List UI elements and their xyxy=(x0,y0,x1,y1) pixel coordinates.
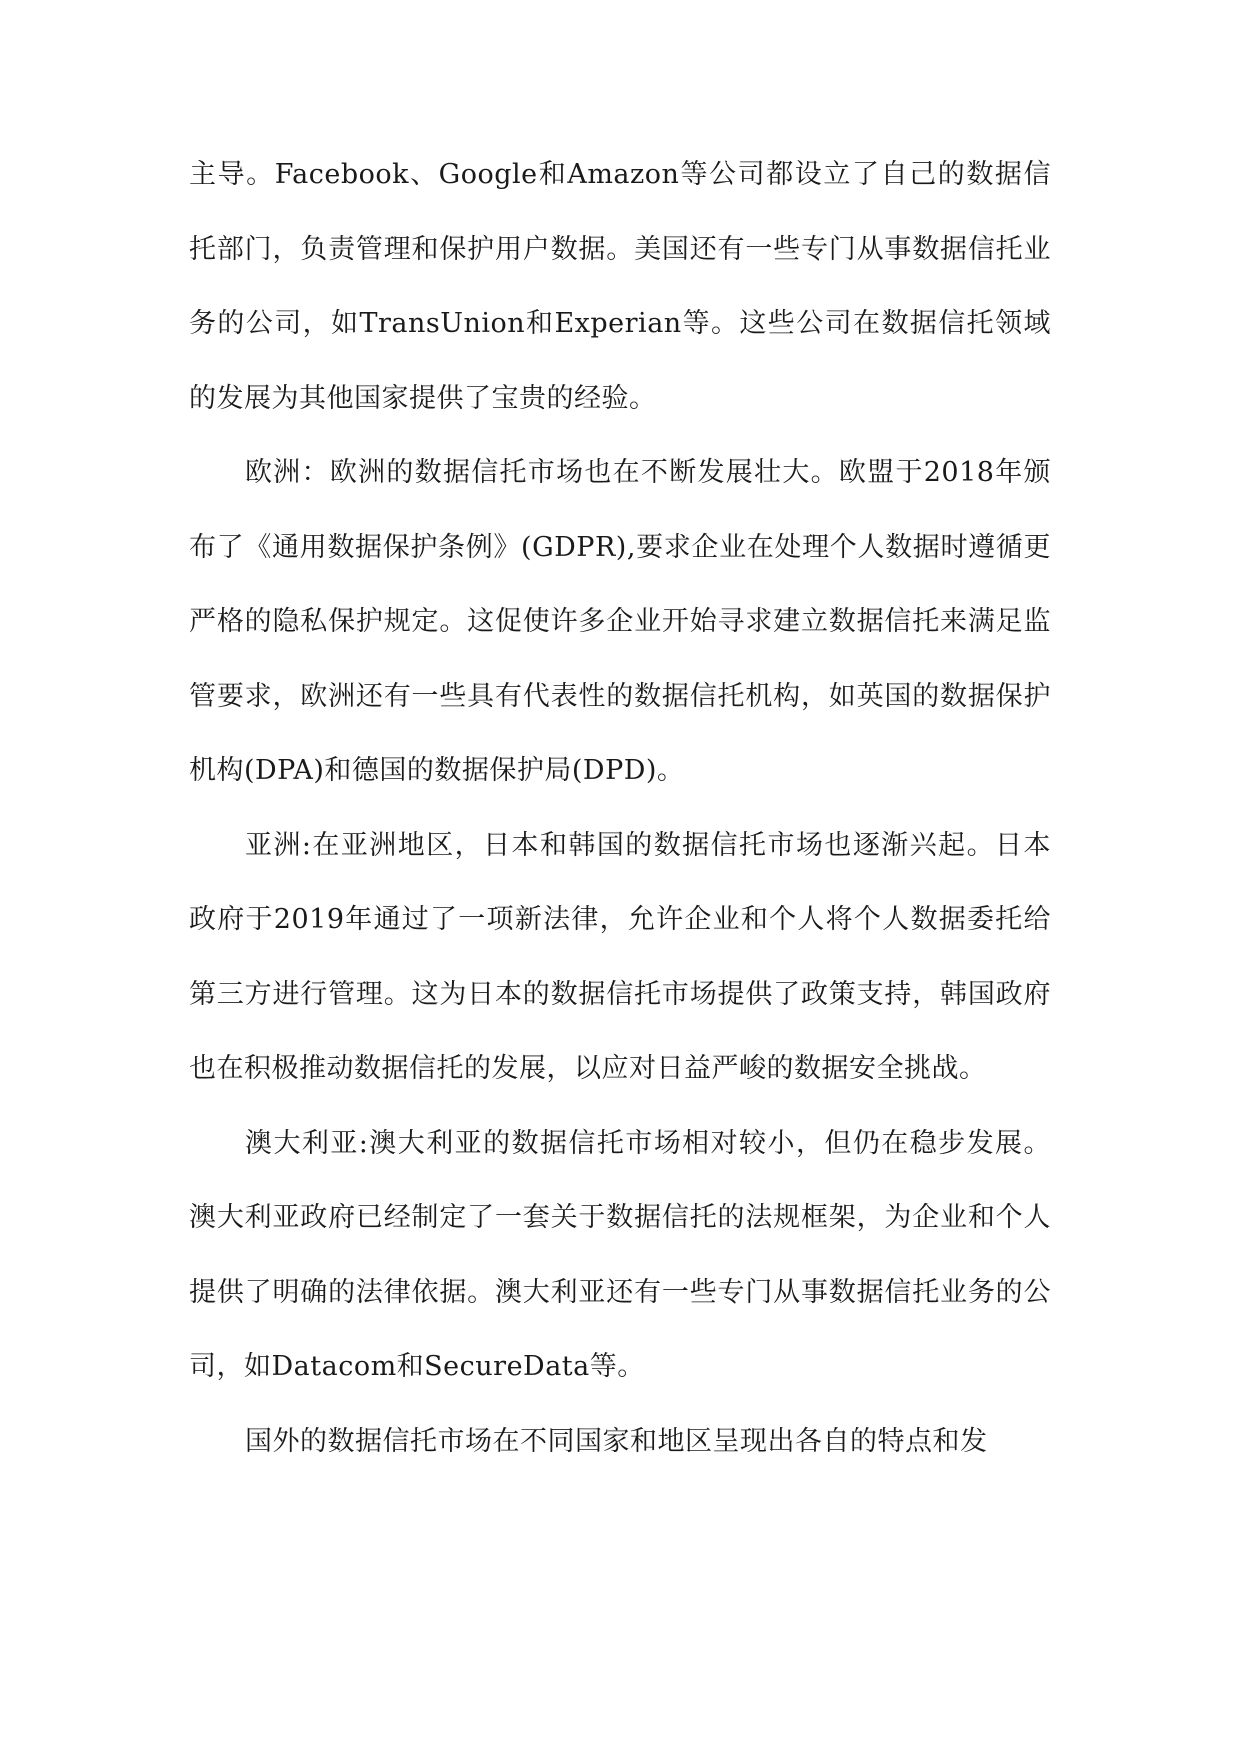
body-text xyxy=(189,138,1051,1479)
paragraph-australia: 澳大利亚:澳大利亚的数据信托市场相对较小，但仍在稳步发展。澳大利亚政府已经制定了一套关于数据信托的法规框架，为企业和个人提供了明确的法律依据。澳大利亚还有一些专门从事数据信托业务的公司，如Datacom和SecureData等。 xyxy=(189,1127,1051,1382)
paragraph-summary: 国外的数据信托市场在不同国家和地区呈现出各自的特点和发 xyxy=(245,1425,988,1457)
paragraph-europe: 欧洲：欧洲的数据信托市场也在不断发展壮大。欧盟于2018年颁布了《通用数据保护条例》(GDPR),要求企业在处理个人数据时遵循更严格的隐私保护规定。这促使许多企业开始寻求建立数据信托来满足监管要求，欧洲还有一些具有代表性的数据信托机构，如英国的数据保护机构(DPA)和德国的数据保护局(DPD)。 xyxy=(189,457,1051,786)
paragraph-us-continued: 主导。Facebook、Google和Amazon等公司都设立了自己的数据信托部门，负责管理和保护用户数据。美国还有一些专门从事数据信托业务的公司，如TransUnion和Experian等。这些公司在数据信托领域的发展为其他国家提供了宝贵的经验。 xyxy=(189,159,1051,414)
paragraph-asia: 亚洲:在亚洲地区，日本和韩国的数据信托市场也逐渐兴起。日本政府于2019年通过了一项新法律，允许企业和个人将个人数据委托给第三方进行管理。这为日本的数据信托市场提供了政策支持，韩国政府也在积极推动数据信托的发展，以应对日益严峻的数据安全挑战。 xyxy=(189,829,1051,1084)
